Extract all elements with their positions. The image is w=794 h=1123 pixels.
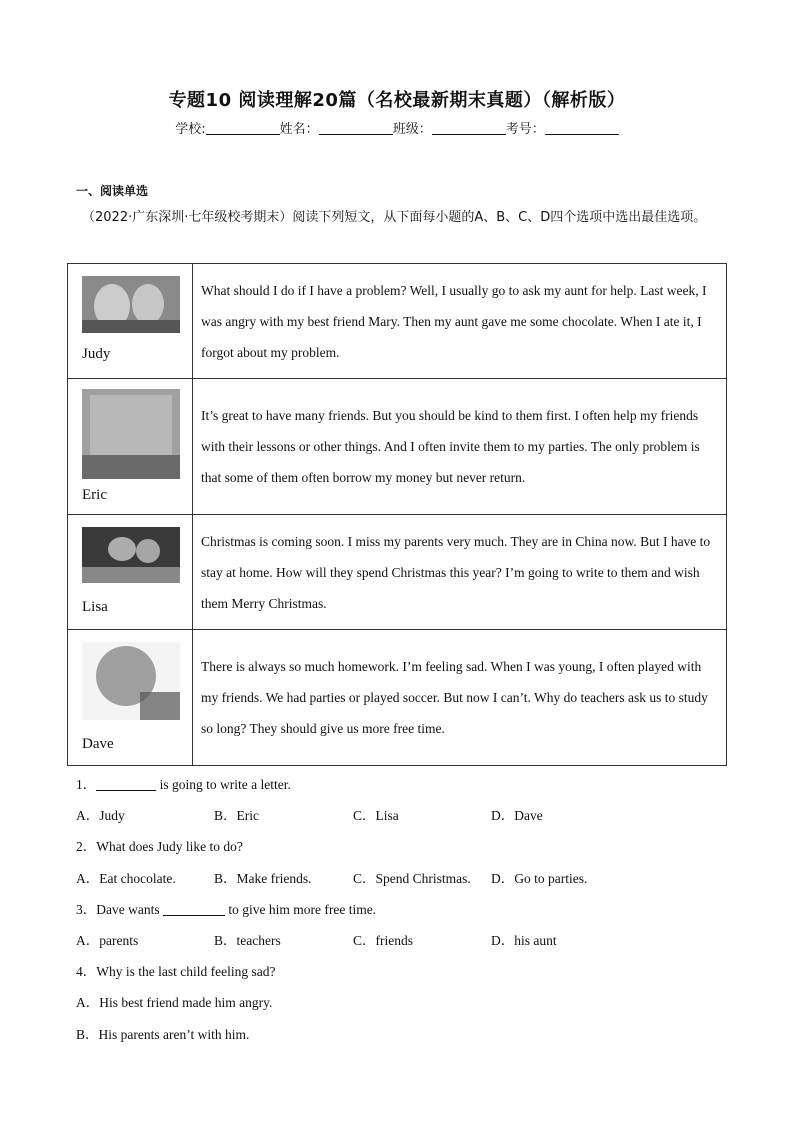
- answer-blank: [163, 901, 225, 916]
- person-text: What should I do if I have a problem? Well, I usually go to ask my aunt for help. Last week, I was angry with my best friend Mary. Then my aunt gave me some chocolate. When I ate it, I forgot about my problem.: [193, 264, 727, 379]
- answer-blank: [96, 776, 156, 791]
- name-blank: [319, 120, 393, 135]
- option-c: C．friends: [353, 933, 413, 948]
- photo-cell: [68, 515, 193, 630]
- option-a: A．Judy: [76, 808, 125, 823]
- question-1: [76, 773, 291, 793]
- option-d: D．Dave: [491, 808, 543, 823]
- school-label: 学校:: [175, 122, 206, 137]
- question-text: is going to write a letter.: [156, 777, 291, 792]
- option-a: A．parents: [76, 933, 139, 948]
- class-blank: [432, 120, 506, 135]
- class-label: 班级：: [392, 122, 432, 137]
- option-d: D．Go to parties.: [491, 871, 588, 886]
- photo-cell: [68, 630, 193, 766]
- question-number: 3．: [76, 902, 97, 917]
- person-text: It’s great to have many friends. But you should be kind to them first. I often help my friends with their lessons or other things. And I often invite them to my parties. The only problem is that some of them often borrow my money but never return.: [193, 379, 727, 515]
- exam-no-blank: [545, 120, 619, 135]
- option-b: B．Make friends.: [214, 871, 312, 886]
- person-name: Eric: [82, 487, 107, 503]
- option-b: B．teachers: [214, 933, 281, 948]
- section-instruction: （2022·广东深圳·七年级校考期末）阅读下列短文，从下面每小题的A、B、C、D四个选项中选出最佳选项。: [82, 210, 707, 225]
- option-b: B．His parents aren’t with him.: [76, 1027, 250, 1042]
- question-2: [76, 835, 243, 855]
- photo-cell: [68, 379, 193, 515]
- person-text: Christmas is coming soon. I miss my parents very much. They are in China now. But I have to stay at home. How will they spend Christmas this year? I’m going to write to them and wish them Merry Christmas.: [193, 515, 727, 630]
- person-text: There is always so much homework. I’m feeling sad. When I was young, I often played with my friends. We had parties or played soccer. But now I can’t. Why do teachers ask us to study so long? They should give us more free time.: [193, 630, 727, 766]
- student-info-line: [0, 118, 794, 137]
- school-blank: [206, 120, 280, 135]
- person-name: Dave: [82, 736, 114, 752]
- lisa-photo: [82, 527, 180, 583]
- name-label: 姓名：: [279, 122, 319, 137]
- option-a: A．Eat chocolate.: [76, 871, 176, 886]
- question-number: 2．: [76, 839, 97, 854]
- table-row: [68, 264, 727, 379]
- option-c: C．Spend Christmas.: [353, 871, 471, 886]
- question-text: What does Judy like to do?: [96, 839, 243, 854]
- table-row: [68, 630, 727, 766]
- eric-photo: [82, 389, 180, 479]
- photo-cell: [68, 264, 193, 379]
- question-3: [76, 898, 376, 918]
- option-d: D．his aunt: [491, 933, 557, 948]
- option-a: A．His best friend made him angry.: [76, 995, 273, 1010]
- judy-photo: [82, 276, 180, 333]
- exam-no-label: 考号：: [505, 122, 545, 137]
- option-b: B．Eric: [214, 808, 259, 823]
- table-row: [68, 379, 727, 515]
- table-row: [68, 515, 727, 630]
- section-heading: 一、阅读单选: [76, 184, 149, 198]
- question-number: 4．: [76, 964, 97, 979]
- person-name: Judy: [82, 346, 111, 362]
- person-name: Lisa: [82, 599, 108, 615]
- document-title: 专题10 阅读理解20篇（名校最新期末真题）（解析版）: [168, 90, 626, 111]
- reading-table: [67, 263, 727, 766]
- question-text: Why is the last child feeling sad?: [96, 964, 276, 979]
- question-text-end: to give him more free time.: [224, 902, 377, 917]
- question-number: 1．: [76, 777, 97, 792]
- dave-photo: [82, 642, 180, 720]
- option-c: C．Lisa: [353, 808, 399, 823]
- question-text: Dave wants: [96, 902, 163, 917]
- question-4: [76, 960, 275, 980]
